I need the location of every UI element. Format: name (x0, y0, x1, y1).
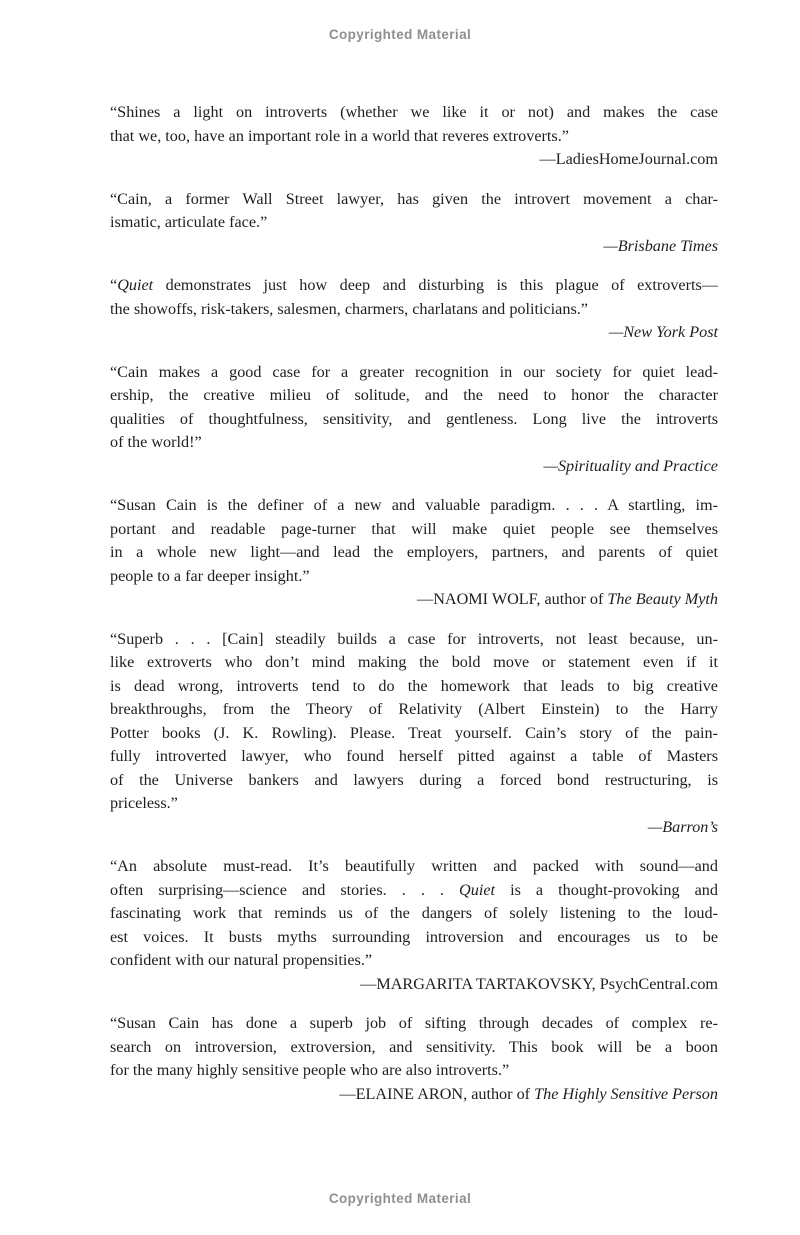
quote-line (110, 298, 718, 322)
attribution-segment: —NAOMI WOLF, author of (417, 590, 608, 608)
quote-text-segment: the showoffs, risk-takers, salesmen, charmers, charlatans and politicians.” (110, 299, 588, 318)
quote-text-segment: that we, too, have an important role in a world that reveres extroverts.” (110, 126, 569, 145)
quote-text-segment: people to a far deeper insight.” (110, 566, 310, 585)
quote-text-segment: like extroverts who don’t mind making the bold move or statement even if it (110, 653, 718, 671)
quote-line (110, 926, 718, 950)
quote-text-segment: Quiet (459, 880, 496, 899)
quote-text-segment: “Cain makes a good case for a greater recognition in our society for quiet lead- (110, 362, 718, 381)
attribution-segment: —Brisbane Times (603, 236, 718, 255)
quote-line (110, 431, 718, 455)
quote-attribution (110, 1083, 718, 1107)
quote-attribution (110, 816, 718, 840)
quote-text-segment: portant and readable page-turner that will make quiet people see themselves (110, 519, 718, 538)
praise-quote (110, 274, 718, 345)
quote-line (110, 494, 718, 518)
quote-line (110, 101, 718, 125)
quote-line (110, 745, 718, 769)
quote-text-segment: Quiet (117, 276, 154, 294)
quote-text-segment: Potter books (J. K. Rowling). Please. Treat yourself. Cain’s story of the pain- (110, 723, 718, 742)
attribution-segment: —LadiesHomeJournal.com (539, 150, 718, 168)
praise-quotes-list (110, 101, 718, 1122)
quote-text-segment: “Superb . . . [Cain] steadily builds a case for introverts, not least because, un- (110, 629, 718, 648)
quote-line (110, 188, 718, 212)
praise-quote (110, 628, 718, 840)
quote-text-segment: fascinating work that reminds us of the dangers of solely listening to the loud- (110, 904, 718, 922)
quote-line (110, 565, 718, 589)
quote-text-segment: is dead wrong, introverts tend to do the homework that leads to big creative (110, 676, 718, 695)
quote-line (110, 855, 718, 879)
quote-line (110, 408, 718, 432)
quote-line (110, 675, 718, 699)
quote-line (110, 902, 718, 926)
quote-line (110, 628, 718, 652)
quote-line (110, 384, 718, 408)
quote-text-segment: in a whole new light—and lead the employers, partners, and parents of quiet (110, 543, 718, 561)
quote-attribution (110, 235, 718, 259)
quote-text-segment: “ (110, 276, 118, 294)
quote-text-segment: is a thought-provoking and (495, 880, 718, 899)
quote-line (110, 1012, 718, 1036)
quote-line (110, 792, 718, 816)
quote-text-segment: priceless.” (110, 794, 178, 812)
quote-attribution (110, 588, 718, 612)
quote-line (110, 274, 718, 298)
quote-text-segment: “Susan Cain has done a superb job of sifting through decades of complex re- (110, 1014, 718, 1032)
quote-line (110, 949, 718, 973)
quote-text-segment: ership, the creative milieu of solitude, and the need to honor the character (110, 386, 718, 404)
praise-quote (110, 188, 718, 259)
quote-text-segment: often surprising—science and stories. . . . (110, 880, 460, 899)
quote-text-segment: ismatic, articulate face.” (110, 213, 268, 231)
quote-line (110, 541, 718, 565)
quote-text-segment: of the Universe bankers and lawyers during a forced bond restructuring, is (110, 770, 718, 789)
attribution-segment: —Spirituality and Practice (543, 456, 718, 475)
quote-text-segment: search on introversion, extroversion, and sensitivity. This book will be a boon (110, 1037, 718, 1056)
quote-text-segment: breakthroughs, from the Theory of Relativity (Albert Einstein) to the Harry (110, 700, 718, 718)
quote-attribution (110, 148, 718, 172)
quote-text-segment: est voices. It busts myths surrounding introversion and encourages us to be (110, 927, 718, 946)
quote-text-segment: confident with our natural propensities.” (110, 951, 373, 969)
praise-quote (110, 494, 718, 612)
quote-text-segment: of the world!” (110, 433, 202, 451)
praise-quote (110, 101, 718, 172)
quote-line (110, 518, 718, 542)
quote-line (110, 769, 718, 793)
quote-line (110, 361, 718, 385)
quote-line (110, 722, 718, 746)
quote-line (110, 125, 718, 149)
quote-line (110, 698, 718, 722)
quote-line (110, 1059, 718, 1083)
quote-attribution (110, 973, 718, 997)
quote-line (110, 879, 718, 903)
quote-text-segment: for the many highly sensitive people who are also introverts.” (110, 1061, 510, 1079)
quote-text-segment: demonstrates just how deep and disturbing is this plague of extroverts— (153, 276, 718, 294)
quote-line (110, 211, 718, 235)
quote-text-segment: “Shines a light on introverts (whether we like it or not) and makes the case (110, 103, 718, 121)
quote-line (110, 1036, 718, 1060)
copyright-notice-bottom: Copyrighted Material (328, 1191, 472, 1206)
attribution-segment: The Highly Sensitive Person (534, 1084, 718, 1103)
quote-text-segment: fully introverted lawyer, who found herself pitted against a table of Masters (110, 747, 718, 765)
attribution-segment: —MARGARITA TARTAKOVSKY, PsychCentral.com (360, 974, 718, 993)
quote-text-segment: qualities of thoughtfulness, sensitivity, and gentleness. Long live the introverts (110, 409, 718, 428)
attribution-segment: The Beauty Myth (607, 590, 718, 608)
praise-quote (110, 1012, 718, 1106)
praise-quote (110, 361, 718, 479)
quote-text-segment: “Susan Cain is the definer of a new and valuable paradigm. . . . A startling, im- (110, 496, 718, 514)
quote-attribution (110, 455, 718, 479)
attribution-segment: —Barron’s (647, 817, 718, 836)
quote-text-segment: “Cain, a former Wall Street lawyer, has given the introvert movement a char- (110, 189, 718, 208)
attribution-segment: —New York Post (608, 323, 718, 341)
attribution-segment: —ELAINE ARON, author of (339, 1084, 535, 1103)
quote-line (110, 651, 718, 675)
copyright-notice-top: Copyrighted Material (328, 27, 472, 42)
praise-quote (110, 855, 718, 996)
quote-attribution (110, 321, 718, 345)
quote-text-segment: “An absolute must-read. It’s beautifully written and packed with sound—and (110, 857, 718, 875)
